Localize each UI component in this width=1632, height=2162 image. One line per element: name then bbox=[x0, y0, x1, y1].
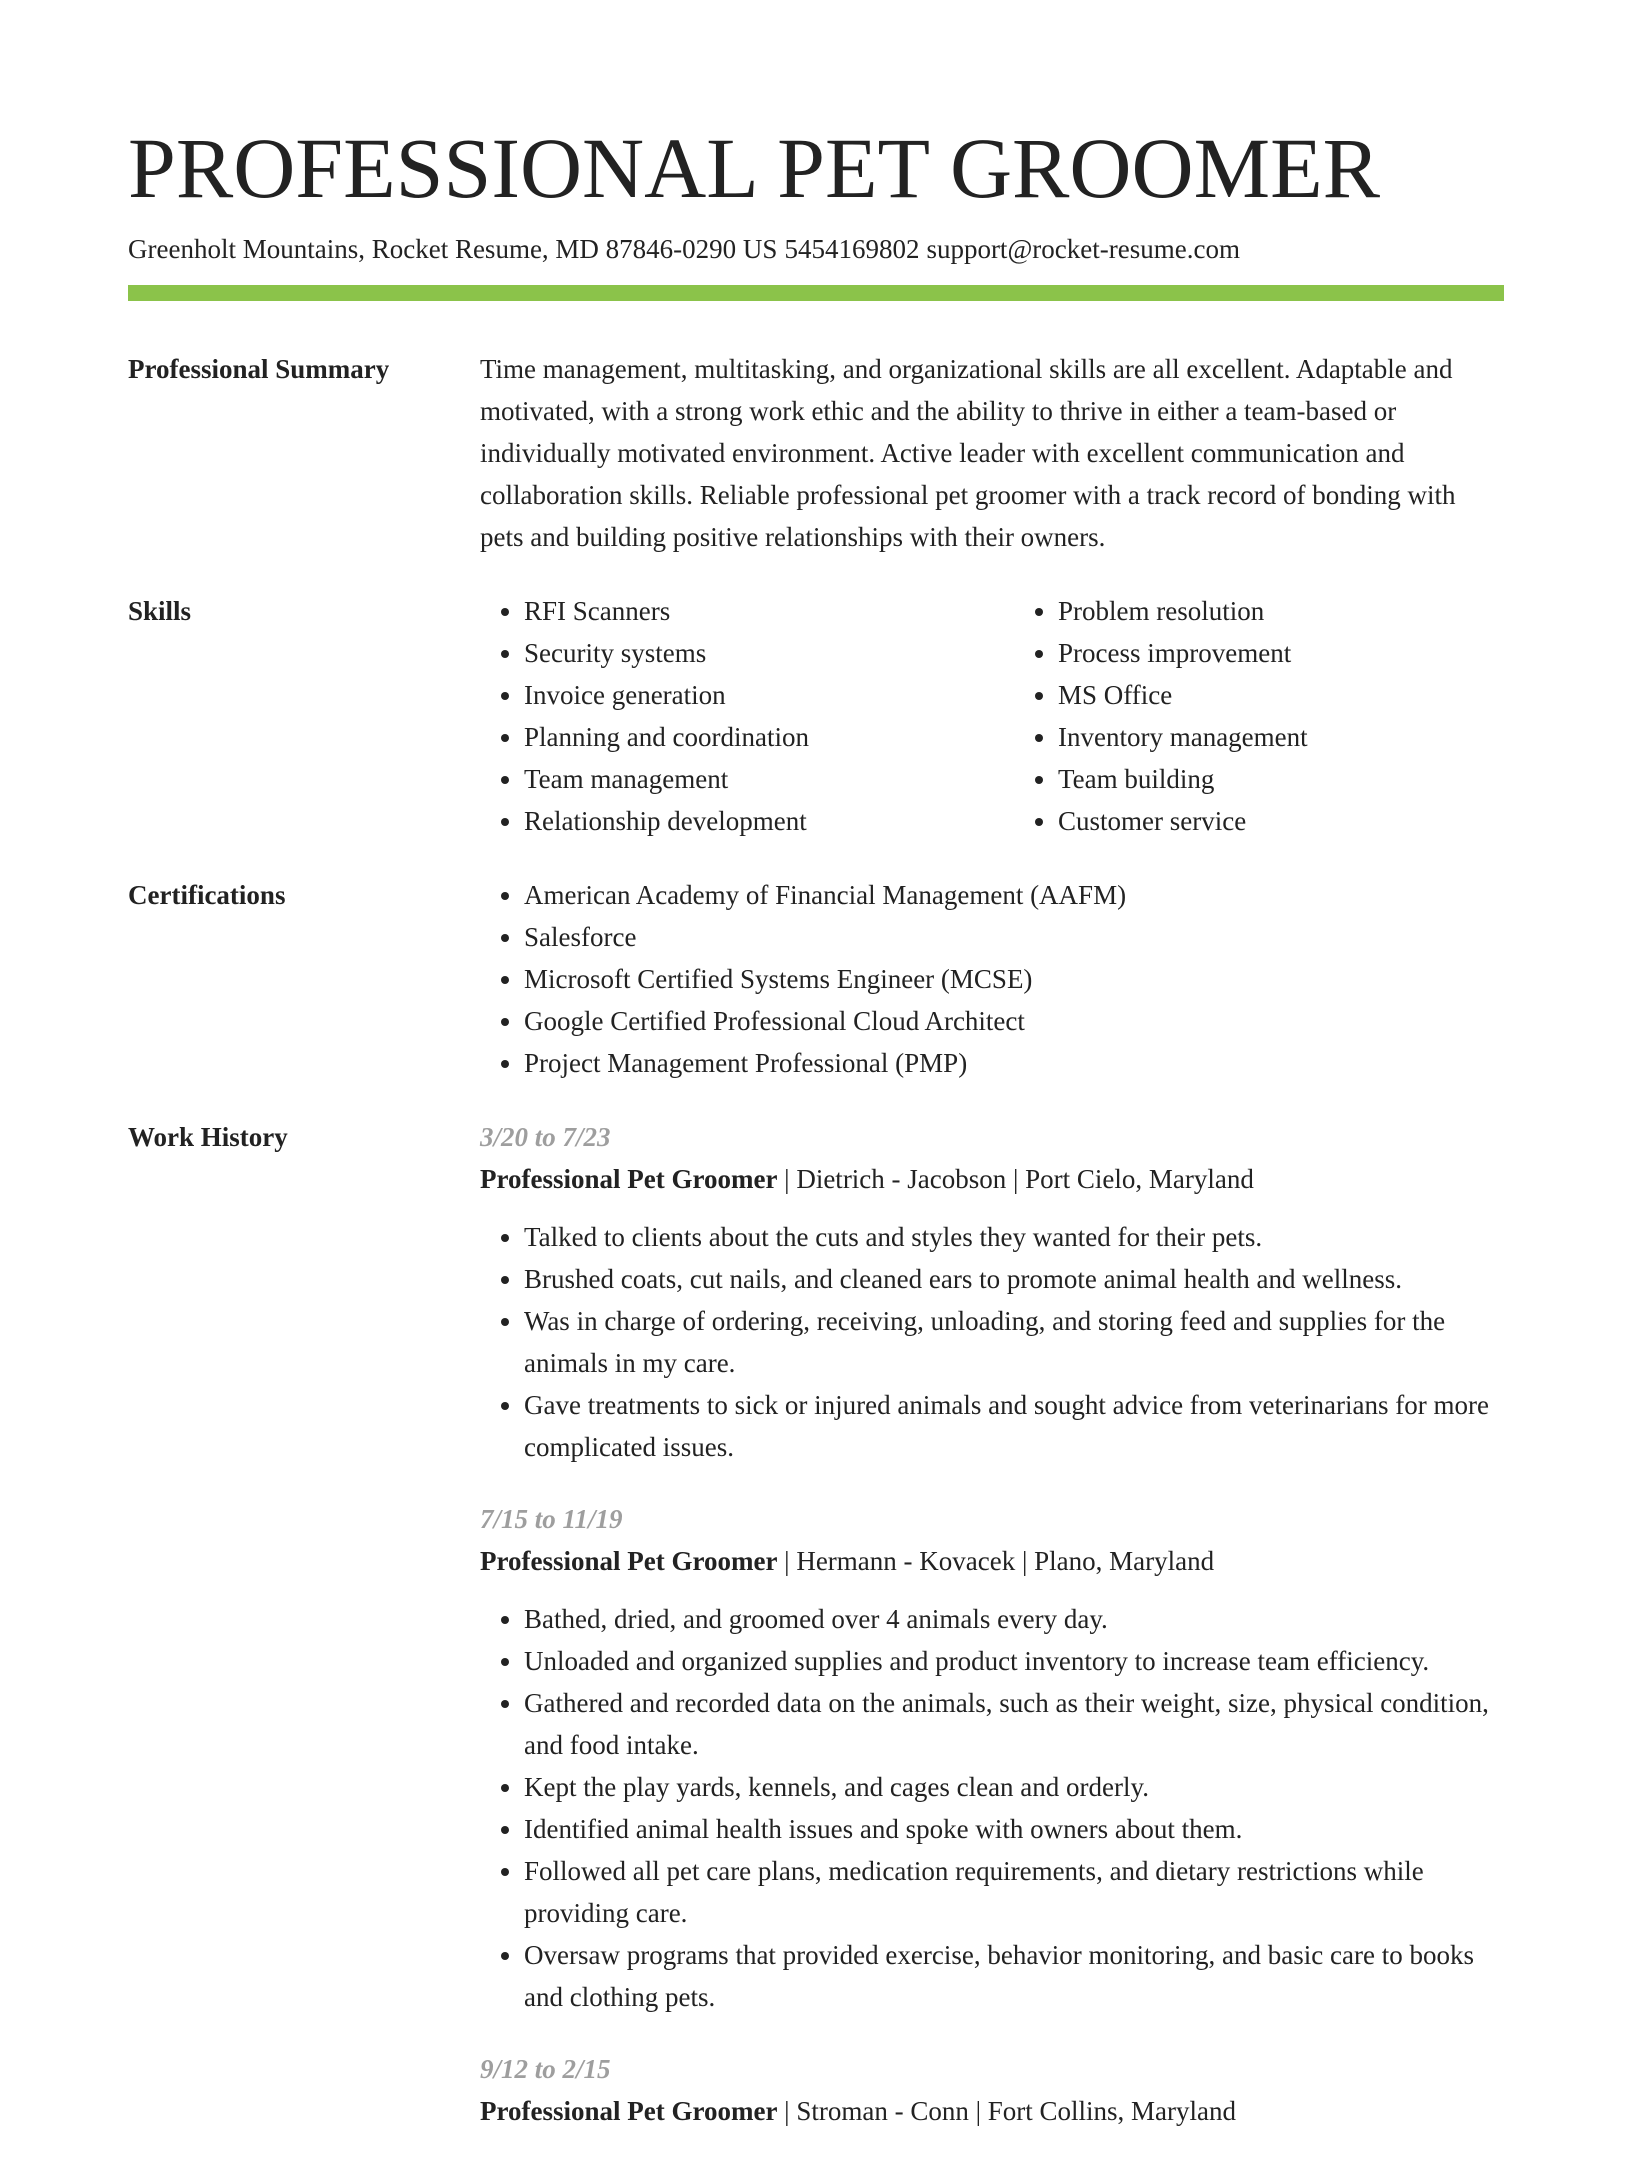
certifications-body bbox=[480, 874, 1504, 1084]
skill-item: • Relationship development bbox=[524, 800, 970, 842]
skills-body bbox=[480, 590, 1504, 842]
job-title: Professional Pet Groomer bbox=[480, 2096, 778, 2126]
resume-title: PROFESSIONAL PET GROOMER bbox=[128, 120, 1380, 216]
skill-item: • Team management bbox=[524, 758, 970, 800]
job-employer-location: | Dietrich - Jacobson | Port Cielo, Maryland bbox=[777, 1164, 1254, 1194]
job-duty: • Talked to clients about the cuts and styles they wanted for their pets. bbox=[524, 1216, 1504, 1258]
skill-item: • Invoice generation bbox=[524, 674, 970, 716]
contact-line bbox=[128, 232, 1240, 266]
job-duty: • Gathered and recorded data on the animals, such as their weight, size, physical condition, and food intake. bbox=[524, 1682, 1504, 1766]
certifications-list bbox=[480, 874, 1504, 1084]
job-dates: 7/15 to 11/19 bbox=[480, 1504, 623, 1534]
job-employer-location: | Stroman - Conn | Fort Collins, Maryland bbox=[777, 2096, 1236, 2126]
job-dates: 9/12 to 2/15 bbox=[480, 2054, 611, 2084]
job-title: Professional Pet Groomer bbox=[480, 1546, 778, 1576]
certification-item: • Google Certified Professional Cloud Architect bbox=[524, 1000, 1504, 1042]
job-duty: • Oversaw programs that provided exercise, behavior monitoring, and basic care to books and clothing pets. bbox=[524, 1934, 1504, 2018]
summary-body bbox=[480, 348, 1504, 558]
contact-phone: 5454169802 bbox=[784, 234, 920, 264]
job-duty: • Was in charge of ordering, receiving, unloading, and storing feed and supplies for the animals in my care. bbox=[524, 1300, 1504, 1384]
certification-item: • Project Management Professional (PMP) bbox=[524, 1042, 1504, 1084]
skills-heading: Skills bbox=[128, 596, 192, 626]
certification-item: • Salesforce bbox=[524, 916, 1504, 958]
job-duties bbox=[480, 1216, 1504, 1468]
summary-text: Time management, multitasking, and organizational skills are all excellent. Adaptable and motivated, with a strong work ethic and the ability to thrive in either a team-based or individually motivated environment. Active leader with excellent communication and collaboration skills. Reliable professional pet groomer with a track record of bonding with pets and building positive relationships with their owners. bbox=[480, 354, 1456, 552]
skill-item: • Team building bbox=[1058, 758, 1504, 800]
job-duty: • Followed all pet care plans, medication requirements, and dietary restrictions while providing care. bbox=[524, 1850, 1504, 1934]
work-history-body bbox=[480, 1116, 1504, 2162]
summary-heading: Professional Summary bbox=[128, 354, 390, 384]
job-duty: • Kept the play yards, kennels, and cages clean and orderly. bbox=[524, 1766, 1504, 1808]
job-duty: • Bathed, dried, and groomed over 4 animals every day. bbox=[524, 1598, 1504, 1640]
job-duties bbox=[480, 1598, 1504, 2018]
skill-item: • RFI Scanners bbox=[524, 590, 970, 632]
job-header bbox=[480, 1540, 1504, 1582]
skill-item: • Customer service bbox=[1058, 800, 1504, 842]
contact-email[interactable]: support@rocket-resume.com bbox=[926, 234, 1240, 264]
accent-divider bbox=[128, 285, 1504, 301]
contact-address: Greenholt Mountains, Rocket Resume, MD 87846-0290 US bbox=[128, 234, 778, 264]
skills-list-right bbox=[1014, 590, 1504, 842]
skill-item: • Security systems bbox=[524, 632, 970, 674]
skill-item: • MS Office bbox=[1058, 674, 1504, 716]
job-entry bbox=[480, 1116, 1504, 1468]
job-header bbox=[480, 2090, 1504, 2132]
skill-item: • Process improvement bbox=[1058, 632, 1504, 674]
job-title: Professional Pet Groomer bbox=[480, 1164, 778, 1194]
job-duty: • Unloaded and organized supplies and product inventory to increase team efficiency. bbox=[524, 1640, 1504, 1682]
certification-item: • Microsoft Certified Systems Engineer (MCSE) bbox=[524, 958, 1504, 1000]
job-dates: 3/20 to 7/23 bbox=[480, 1122, 611, 1152]
skill-item: • Inventory management bbox=[1058, 716, 1504, 758]
skill-item: • Planning and coordination bbox=[524, 716, 970, 758]
job-duty: • Identified animal health issues and spoke with owners about them. bbox=[524, 1808, 1504, 1850]
skill-item: • Problem resolution bbox=[1058, 590, 1504, 632]
skills-list-left bbox=[480, 590, 970, 842]
job-entry bbox=[480, 1498, 1504, 2018]
job-employer-location: | Hermann - Kovacek | Plano, Maryland bbox=[777, 1546, 1215, 1576]
skills-columns bbox=[480, 590, 1504, 842]
job-duty: • Brushed coats, cut nails, and cleaned ears to promote animal health and wellness. bbox=[524, 1258, 1504, 1300]
job-duty: • Gave treatments to sick or injured animals and sought advice from veterinarians for more complicated issues. bbox=[524, 1384, 1504, 1468]
job-header bbox=[480, 1158, 1504, 1200]
job-entry bbox=[480, 2048, 1504, 2132]
work-history-heading: Work History bbox=[128, 1122, 288, 1152]
certifications-heading: Certifications bbox=[128, 880, 286, 910]
certification-item: • American Academy of Financial Management (AAFM) bbox=[524, 874, 1504, 916]
